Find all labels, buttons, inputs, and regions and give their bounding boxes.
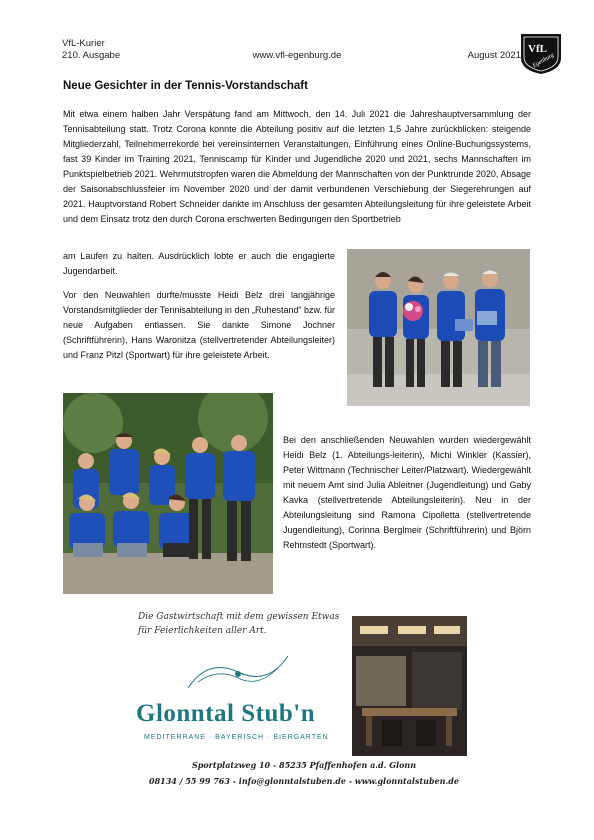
photo-farewell-group [347, 249, 530, 406]
svg-text:VfL: VfL [528, 43, 547, 55]
logo-lettering: Egenburg [531, 52, 556, 70]
website-link[interactable]: www.vfl-egenburg.de [252, 50, 342, 61]
ad-restaurant-name: Glonntal Stub'n [136, 700, 316, 727]
article-paragraph-2: am Laufen zu halten. Ausdrücklich lobte er auch die engagierte Jugendarbeit. [63, 251, 335, 276]
publication-name: VfL-Kurier [62, 38, 105, 49]
article-paragraph-1: Mit etwa einem halben Jahr Verspätung fand am Mittwoch, den 14. Juli 2021 die Jahreshauptversammlung der Tennisabteilung statt. Trotz Corona konnte die Abteilung positiv auf die letzten 1,5 Jahre zurückblicken: steigende Mitgliederzahl, Teilnehmerrekorde bei vereinsinternen Veranstaltungen, Einführung eines Online-Buchungssystems, fast 39 Kinder im Training 2021, Tenniscamp für Kinder und Jugendliche 2020 und 2021, sechs Mannschaften im Punktspielbetrieb 2021. Wehrmutstropfen waren die Abmeldung der Mannschaften von der Punktrunde 2020, Absage der Saisonabschlussfeier im November 2020 und der damit verbundenen Verschiebung der Siegerehrungen auf 2021. Hauptvorstand Robert Schneider dankte im Anschluss der gesamten Abteilungsleitung für ihre geleistete Arbeit und dem Einsatz trotz den durch Corona erschwerten Bedingungen den Sportbetrieb [63, 109, 531, 224]
article-title: Neue Gesichter in der Tennis-Vorstandschaft [63, 80, 308, 92]
issue-date: August 2021 [467, 50, 521, 61]
advertisement-glonntal-stubn[interactable] [128, 604, 480, 794]
club-logo [517, 28, 565, 76]
ornament-icon [178, 648, 298, 694]
ad-contact-info[interactable]: 08134 / 55 99 763 - info@glonntalstuben.de - www.glonntalstuben.de [149, 776, 459, 786]
photo-new-board-group [63, 393, 273, 594]
ad-address: Sportplatzweg 10 - 85235 Pfaffenhofen a.d. Glonn [191, 760, 417, 770]
article-paragraph-4: Bei den anschließenden Neuwahlen wurden wiedergewählt Heidi Belz (1. Abteilungs-leiterin), Michi Winkler (Kassier), Peter Wittmann (Technischer Leiter/Platzwart). Wiedergewählt mit neuem Amt sind Julia Ableitner (Jugendleitung) und Gaby Kavka (stellvertretende Abteilungsleiterin). Neu in der Abteilungsleitung sind Ramona Cipolletta (stellvertretende Jugendleitung), Corinna Berglmeir (Schriftführerin) und Björn Rehmstedt (Sportwart). [283, 435, 531, 550]
ad-interior-photo [352, 616, 467, 756]
ad-tagline-1: Die Gastwirtschaft mit dem gewissen Etwas [138, 612, 340, 622]
article-paragraph-3: Vor den Neuwahlen durfte/musste Heidi Belz drei langjährige Vorstandsmitglieder der Tennisabteilung in den „Ruhestand“ bzw. für neue Aufgaben entlassen. Sie dankte Simone Jochner (Schriftführerin), Hans Waronitza (stellvertretender Abteilungsleiter) und Franz Pitzl (Sportwart) für ihre geleistete Arbeit. [63, 290, 335, 360]
issue-number: 210. Ausgabe [62, 50, 121, 61]
ad-subtitle: MEDITERRANE · BAYERISCH · BIERGARTEN [144, 734, 329, 741]
ad-tagline-2: für Feierlichkeiten aller Art. [138, 626, 267, 636]
